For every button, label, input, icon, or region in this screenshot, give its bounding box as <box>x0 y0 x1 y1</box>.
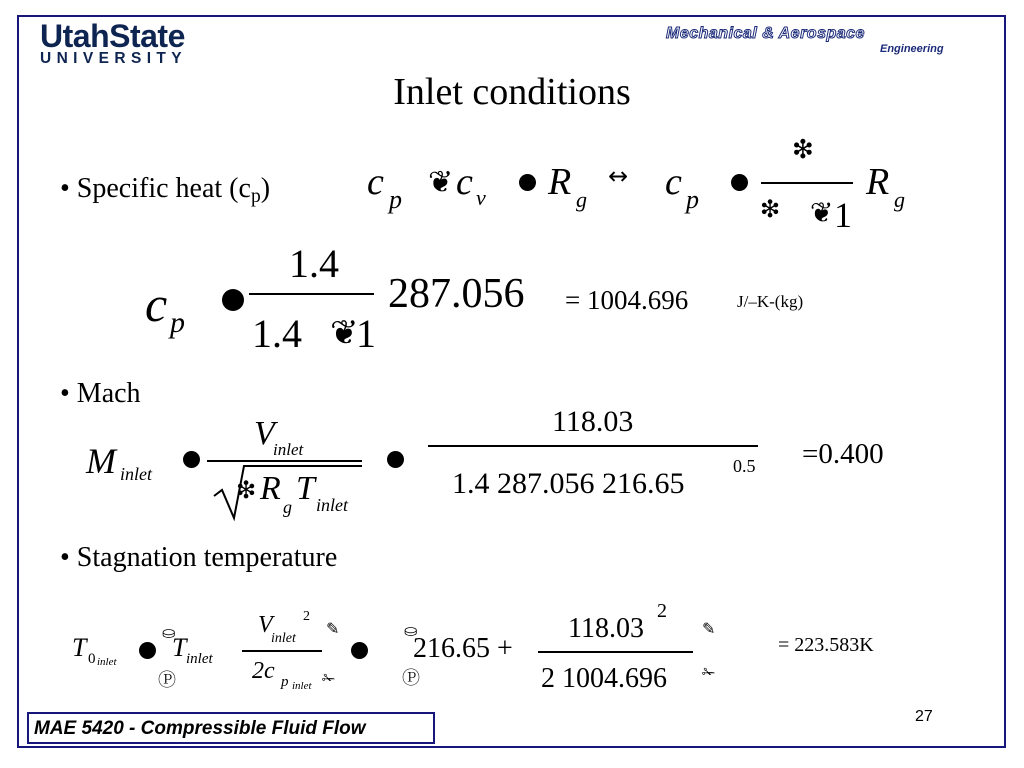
bullet-specific-heat <box>60 173 270 208</box>
eq3-inlet: inlet <box>120 464 152 484</box>
eq4-p: p <box>281 674 289 690</box>
gamma-glyph: ❇ <box>792 135 814 165</box>
eq1-one: 1 <box>834 195 852 235</box>
eq3-denominator: 1.4 287.056 216.65 <box>452 467 685 500</box>
eq4-T0: T <box>72 633 87 662</box>
eq3-T-inlet: inlet <box>316 495 348 515</box>
bullet-text: • Specific heat (c <box>60 173 251 204</box>
gamma-glyph: ❇ <box>760 195 781 223</box>
eq4-numerator: 118.03 <box>568 613 644 644</box>
eq1-R: R <box>548 161 572 203</box>
eq1-c2: c <box>456 161 473 203</box>
eq4-T-inlet: inlet <box>186 651 213 667</box>
eq4-T: T <box>172 633 187 662</box>
eq2-result: = 1004.696 <box>565 285 689 315</box>
eq1-c: c <box>367 161 384 203</box>
equals-dot <box>183 451 200 468</box>
eq3-g: g <box>283 497 292 517</box>
implies-glyph: ↔ <box>608 162 629 190</box>
eq3-R: R <box>260 470 281 507</box>
eq2-numerator: 1.4 <box>289 241 339 286</box>
eq1-p2: p <box>686 185 699 214</box>
gamma-glyph: ❇ <box>236 476 257 504</box>
eq3-V: V <box>254 415 275 452</box>
eq1-g: g <box>576 187 587 212</box>
fraction-bar <box>761 182 853 184</box>
eq3-T: T <box>296 470 315 507</box>
eq1-c3: c <box>665 161 682 203</box>
minus-glyph: ❦ <box>330 313 359 353</box>
eq1-R2: R <box>866 161 890 203</box>
eq2-c: c <box>145 276 168 332</box>
slide-title: Inlet conditions <box>393 71 631 113</box>
eq4-denominator: 2 1004.696 <box>541 663 667 694</box>
eq2-p: p <box>170 306 185 339</box>
svg-text:⛀: ⛀ <box>404 621 418 640</box>
eq2-units: J/–K-(kg) <box>737 292 804 311</box>
bullet-stagnation: • Stagnation temperature <box>60 542 338 573</box>
eq4-p-inlet: inlet <box>292 680 312 692</box>
eq1-g2: g <box>894 187 905 212</box>
eq4-T0-inlet: inlet <box>97 656 117 668</box>
svg-text:✁: ✁ <box>322 669 336 688</box>
eq1-v: v <box>476 185 486 210</box>
eq2-den-a: 1.4 <box>252 311 302 356</box>
bullet-close: ) <box>260 173 271 204</box>
eq4-V-inlet: inlet <box>271 631 296 646</box>
svg-text:⛀: ⛀ <box>162 623 176 642</box>
minus-glyph: ❦ <box>428 165 454 200</box>
bullet-subscript: p <box>250 185 261 207</box>
eq3-numerator: 118.03 <box>552 405 634 438</box>
mae-logo-text: Mechanical & Aerospace <box>666 25 865 42</box>
equals-dot <box>731 174 748 191</box>
eq4-zero: 0 <box>88 651 96 667</box>
eq4-V: V <box>258 612 273 638</box>
eq3-V-inlet: inlet <box>273 440 304 459</box>
eq4-square: 2 <box>303 609 310 624</box>
eq3-result: =0.400 <box>802 438 884 470</box>
svg-text:Ⓟ: Ⓟ <box>402 668 420 689</box>
svg-text:Ⓟ: Ⓟ <box>158 670 176 690</box>
paren-close-glyphs <box>700 608 726 688</box>
svg-text:✁: ✁ <box>702 663 716 682</box>
equals-dot <box>222 289 244 311</box>
eq1-p: p <box>389 185 402 214</box>
fraction-bar <box>249 293 374 295</box>
usu-logo-subtext: UNIVERSITY <box>40 50 188 67</box>
equals-dot <box>387 451 404 468</box>
minus-glyph: ❦ <box>810 196 834 229</box>
eq4-result: = 223.583K <box>778 634 874 656</box>
svg-text:✎: ✎ <box>702 619 716 638</box>
fraction-bar <box>428 445 758 447</box>
equals-dot <box>519 174 536 191</box>
course-title: MAE 5420 - Compressible Fluid Flow <box>34 718 366 739</box>
mae-logo-subtext: Engineering <box>880 43 944 55</box>
eq4-num-square: 2 <box>657 600 667 622</box>
eq2-den-b: 1 <box>356 311 376 356</box>
eq4-2c: 2c <box>252 658 275 684</box>
eq4-val1: 216.65 + <box>413 633 513 664</box>
fraction-bar <box>538 651 693 653</box>
eq3-exponent: 0.5 <box>733 456 756 476</box>
eq2-rg: 287.056 <box>388 271 525 317</box>
page-number: 27 <box>915 708 933 725</box>
eq3-M: M <box>86 441 116 481</box>
bullet-mach: • Mach <box>60 378 141 409</box>
paren-left-glyphs <box>150 608 370 690</box>
svg-text:✎: ✎ <box>326 619 340 638</box>
usu-logo-text: UtahState <box>40 18 185 54</box>
